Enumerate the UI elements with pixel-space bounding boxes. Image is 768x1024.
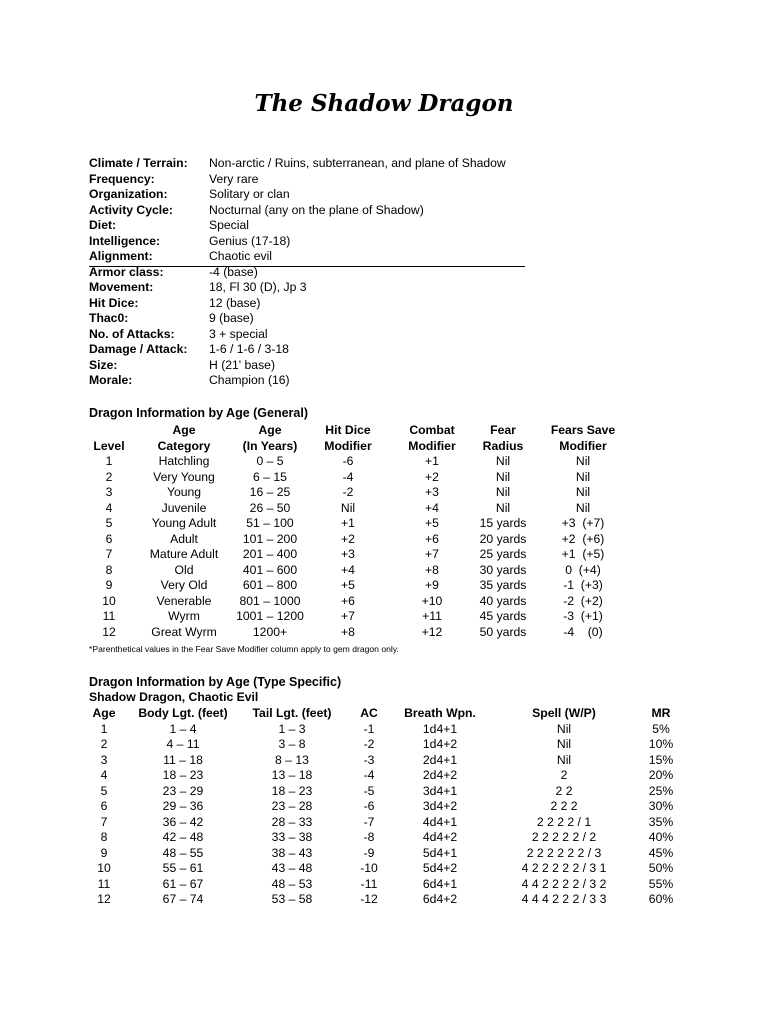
table-cell: Juvenile bbox=[161, 500, 207, 515]
table-cell: +7 bbox=[341, 609, 355, 623]
table-cell: 2d4+1 bbox=[422, 752, 458, 767]
table-cell: Nil bbox=[556, 737, 572, 751]
table-cell: 4d4+2 bbox=[422, 830, 458, 844]
table-cell: 4 bbox=[100, 768, 108, 782]
stat-value: 18, Fl 30 (D), Jp 3 bbox=[209, 280, 307, 294]
column-header: Age bbox=[258, 423, 282, 437]
table-cell: +5 bbox=[425, 516, 439, 530]
table-cell: 1d4+1 bbox=[422, 721, 458, 736]
table-cell: +3 bbox=[341, 547, 355, 561]
table-cell: 25 yards bbox=[479, 547, 527, 561]
table-cell: Young bbox=[166, 485, 202, 499]
stat-value: Nocturnal (any on the plane of Shadow) bbox=[209, 202, 424, 217]
stat-value: H (21' base) bbox=[209, 357, 276, 372]
table-row bbox=[0, 799, 768, 815]
table-cell: 26 – 50 bbox=[249, 500, 291, 515]
table-cell: 2 bbox=[560, 768, 568, 782]
column-header: Breath Wpn. bbox=[404, 706, 476, 720]
stat-label: Climate / Terrain: bbox=[89, 156, 188, 170]
table-row bbox=[0, 830, 768, 846]
stat-label: Frequency: bbox=[89, 171, 155, 186]
stat-label: Alignment: bbox=[89, 249, 153, 263]
table-cell: +10 bbox=[421, 593, 443, 608]
table-cell: 38 – 43 bbox=[271, 845, 313, 860]
table-cell: 2 bbox=[105, 469, 113, 484]
stat-label: Activity Cycle: bbox=[89, 202, 173, 217]
table-header-row bbox=[0, 439, 768, 455]
table-cell: Wyrm bbox=[168, 609, 200, 623]
table-cell: +3 (+7) bbox=[561, 516, 605, 530]
table-cell: 3d4+2 bbox=[422, 799, 458, 813]
table-row bbox=[0, 516, 768, 532]
table-cell: 4 2 2 2 2 2 / 3 1 bbox=[521, 861, 607, 875]
stat-row bbox=[89, 342, 525, 358]
table-cell: 11 bbox=[97, 876, 111, 891]
column-header: Combat bbox=[409, 423, 455, 437]
table-cell: +1 bbox=[341, 516, 355, 530]
table-cell: 16 – 25 bbox=[249, 485, 291, 499]
stat-value: 3 + special bbox=[209, 326, 268, 341]
table-row bbox=[0, 625, 768, 641]
table-cell: +5 bbox=[341, 578, 355, 592]
table-row bbox=[0, 877, 768, 893]
table-row bbox=[0, 737, 768, 753]
stat-value: Very rare bbox=[209, 171, 259, 186]
table-cell: 30 yards bbox=[479, 562, 527, 577]
table-cell: -3 bbox=[363, 752, 375, 767]
table-cell: 4 4 4 2 2 2 / 3 3 bbox=[521, 892, 607, 906]
table-cell: +6 bbox=[341, 593, 355, 608]
table-cell: -4 bbox=[342, 469, 354, 484]
stat-row bbox=[89, 327, 525, 343]
stat-label: Damage / Attack: bbox=[89, 342, 188, 356]
stat-label: Diet: bbox=[89, 218, 117, 232]
table-cell: 3 bbox=[100, 752, 108, 767]
table-cell: 1200+ bbox=[252, 624, 288, 639]
table-cell: Nil bbox=[575, 485, 591, 499]
table-row bbox=[0, 753, 768, 769]
stat-row bbox=[89, 187, 525, 203]
column-header: Modifier bbox=[559, 438, 607, 453]
table-cell: -1 (+3) bbox=[563, 578, 603, 592]
table-cell: 8 – 13 bbox=[275, 752, 309, 767]
table-cell: 8 bbox=[105, 562, 113, 577]
table-cell: 15 yards bbox=[479, 516, 527, 530]
table-cell: 33 – 38 bbox=[271, 830, 313, 844]
specific-age-table bbox=[0, 706, 768, 908]
stat-row bbox=[89, 358, 525, 374]
table-cell: 2 2 2 2 2 2 / 3 bbox=[526, 845, 602, 860]
table-cell: -6 bbox=[342, 454, 354, 468]
table-cell: 1 bbox=[100, 721, 108, 736]
table-cell: -1 bbox=[363, 721, 375, 736]
table-cell: Nil bbox=[495, 485, 511, 499]
table-cell: 7 bbox=[100, 814, 108, 829]
table-cell: 201 – 400 bbox=[242, 547, 298, 561]
table-cell: Adult bbox=[170, 531, 198, 546]
stat-value: 9 (base) bbox=[209, 311, 254, 325]
table-cell: +2 (+6) bbox=[561, 531, 605, 546]
table-cell: 51 – 100 bbox=[246, 516, 294, 530]
table-row bbox=[0, 892, 768, 908]
table-cell: -2 (+2) bbox=[563, 593, 603, 608]
stat-label: Thac0: bbox=[89, 311, 129, 325]
column-header: Body Lgt. (feet) bbox=[138, 706, 228, 720]
table-cell: -7 bbox=[363, 814, 375, 829]
table-cell: +8 bbox=[425, 562, 439, 577]
table-cell: 18 – 23 bbox=[162, 768, 204, 782]
table-cell: 40 yards bbox=[479, 593, 527, 608]
table-cell: +12 bbox=[421, 624, 443, 639]
table-cell: 50 yards bbox=[479, 624, 527, 639]
column-header: Level bbox=[93, 438, 125, 453]
table-header-row bbox=[0, 423, 768, 439]
table-cell: Nil bbox=[495, 500, 511, 515]
table-cell: +4 bbox=[341, 562, 355, 577]
table-cell: 2 2 2 2 / 1 bbox=[536, 814, 592, 829]
table-cell: 5d4+1 bbox=[422, 845, 458, 860]
column-header: Age bbox=[172, 423, 196, 437]
table-cell: 36 – 42 bbox=[162, 814, 204, 829]
stat-label: Organization: bbox=[89, 187, 168, 201]
stat-row bbox=[89, 373, 525, 389]
table-cell: 10 bbox=[102, 593, 116, 608]
table-cell: 3 bbox=[105, 485, 113, 499]
table-cell: 5d4+2 bbox=[422, 861, 458, 875]
stat-divider bbox=[89, 266, 525, 267]
table-cell: Nil bbox=[575, 454, 591, 468]
table-cell: 15% bbox=[648, 752, 674, 767]
stat-value: 12 (base) bbox=[209, 295, 261, 310]
table-cell: -5 bbox=[363, 783, 375, 798]
table-cell: +9 bbox=[425, 578, 439, 592]
table-cell: Great Wyrm bbox=[151, 624, 217, 639]
stat-label: Intelligence: bbox=[89, 233, 161, 248]
stat-row bbox=[89, 280, 525, 296]
table-cell: +1 bbox=[425, 454, 439, 468]
table-cell: -2 bbox=[363, 737, 375, 751]
stat-row bbox=[89, 156, 525, 172]
table-cell: 55% bbox=[648, 876, 674, 891]
table-cell: +3 bbox=[425, 485, 439, 499]
table-cell: 1d4+2 bbox=[422, 737, 458, 751]
table-cell: -12 bbox=[360, 892, 378, 906]
stat-row bbox=[89, 203, 525, 219]
table-cell: +7 bbox=[425, 547, 439, 561]
stat-row bbox=[89, 296, 525, 312]
table-cell: 601 – 800 bbox=[242, 578, 298, 592]
table-cell: 0 (+4) bbox=[565, 562, 601, 577]
column-header: (In Years) bbox=[242, 438, 298, 453]
table-cell: Hatchling bbox=[158, 454, 210, 468]
column-header: Modifier bbox=[324, 438, 372, 453]
stat-label: Armor class: bbox=[89, 264, 164, 279]
table-cell: 1 – 3 bbox=[278, 721, 306, 736]
table-cell: 20 yards bbox=[479, 531, 527, 546]
table-cell: Nil bbox=[495, 454, 511, 468]
table-cell: 23 – 28 bbox=[271, 799, 313, 813]
table-cell: 4 bbox=[105, 500, 113, 515]
table-cell: +4 bbox=[425, 500, 439, 515]
table-cell: 8 bbox=[100, 830, 108, 844]
table-cell: 13 – 18 bbox=[271, 768, 313, 782]
column-header: MR bbox=[651, 706, 671, 720]
table-row bbox=[0, 485, 768, 501]
column-header: Radius bbox=[482, 438, 524, 453]
table-cell: +2 bbox=[425, 469, 439, 484]
table-cell: 6 bbox=[100, 799, 108, 813]
table-row bbox=[0, 861, 768, 877]
table-cell: 48 – 55 bbox=[162, 845, 204, 860]
table-cell: 3d4+1 bbox=[422, 783, 458, 798]
stat-value: Champion (16) bbox=[209, 373, 290, 387]
column-header: Fears Save bbox=[550, 423, 616, 437]
table-cell: 11 – 18 bbox=[163, 752, 203, 767]
table-cell: 10% bbox=[648, 737, 674, 751]
table-cell: 101 – 200 bbox=[242, 531, 298, 546]
table-cell: 67 – 74 bbox=[162, 892, 204, 906]
table-cell: +2 bbox=[341, 531, 355, 546]
table-cell: Young Adult bbox=[151, 516, 217, 530]
column-header: Modifier bbox=[408, 438, 456, 453]
table-cell: Nil bbox=[575, 500, 591, 515]
table-cell: 4 – 11 bbox=[166, 737, 200, 751]
table-cell: 60% bbox=[648, 892, 674, 906]
table-cell: 48 – 53 bbox=[271, 876, 313, 891]
stat-row bbox=[89, 234, 525, 250]
stat-value: 1-6 / 1-6 / 3-18 bbox=[209, 342, 289, 356]
table-cell: Old bbox=[174, 562, 194, 577]
table-cell: 35% bbox=[648, 814, 674, 829]
table-cell: 35 yards bbox=[479, 578, 527, 592]
table-cell: Nil bbox=[340, 500, 356, 515]
table-cell: 53 – 58 bbox=[271, 892, 313, 906]
stat-label: Morale: bbox=[89, 373, 133, 387]
table-row bbox=[0, 578, 768, 594]
table-cell: -4 bbox=[363, 768, 375, 782]
table-cell: 401 – 600 bbox=[242, 562, 298, 577]
table-row bbox=[0, 470, 768, 486]
table-cell: 2 2 2 bbox=[550, 799, 578, 813]
table-header-row bbox=[0, 706, 768, 722]
general-table-title: Dragon Information by Age (General) bbox=[89, 406, 309, 420]
table-cell: Mature Adult bbox=[149, 547, 219, 561]
column-header: Category bbox=[157, 438, 211, 453]
table-cell: 29 – 36 bbox=[162, 799, 204, 813]
table-cell: 11 bbox=[102, 609, 116, 623]
table-row bbox=[0, 768, 768, 784]
page-title: The Shadow Dragon bbox=[254, 90, 514, 117]
table-cell: Nil bbox=[556, 721, 572, 736]
column-header: AC bbox=[360, 706, 378, 720]
table-cell: 4d4+1 bbox=[422, 814, 458, 829]
stat-value: Chaotic evil bbox=[209, 249, 272, 263]
footnote: *Parenthetical values in the Fear Save Modifier column apply to gem dragon only. bbox=[89, 644, 399, 654]
table-row bbox=[0, 594, 768, 610]
column-header: Tail Lgt. (feet) bbox=[252, 706, 332, 720]
table-cell: 61 – 67 bbox=[162, 876, 204, 891]
column-header: Age bbox=[92, 706, 116, 720]
table-row bbox=[0, 532, 768, 548]
stat-label: Size: bbox=[89, 357, 118, 372]
table-cell: 20% bbox=[648, 768, 674, 782]
table-cell: 1 – 4 bbox=[169, 721, 197, 736]
table-cell: 12 bbox=[102, 624, 116, 639]
table-cell: 6 – 15 bbox=[253, 469, 287, 484]
stat-label: Hit Dice: bbox=[89, 295, 139, 310]
stat-value: Non-arctic / Ruins, subterranean, and plane of Shadow bbox=[209, 156, 506, 170]
table-cell: 45% bbox=[648, 845, 674, 860]
table-cell: -8 bbox=[363, 830, 375, 844]
table-row bbox=[0, 454, 768, 470]
table-cell: 30% bbox=[648, 799, 674, 813]
table-cell: 2 2 2 2 2 / 2 bbox=[531, 830, 597, 844]
table-cell: 9 bbox=[100, 845, 108, 860]
stat-row bbox=[89, 311, 525, 327]
table-cell: 5% bbox=[652, 721, 670, 736]
column-header: Fear bbox=[490, 423, 516, 437]
table-cell: 2 2 bbox=[555, 783, 573, 798]
table-cell: 7 bbox=[105, 547, 113, 561]
table-cell: +8 bbox=[341, 624, 355, 639]
stat-value: Special bbox=[209, 218, 249, 232]
table-cell: -2 bbox=[342, 485, 354, 499]
table-cell: -11 bbox=[360, 876, 378, 891]
table-cell: Nil bbox=[495, 469, 511, 484]
table-row bbox=[0, 784, 768, 800]
general-age-table bbox=[0, 423, 768, 640]
table-cell: +1 (+5) bbox=[561, 547, 605, 561]
table-row bbox=[0, 609, 768, 625]
table-cell: 55 – 61 bbox=[162, 861, 204, 875]
table-cell: +11 bbox=[422, 609, 442, 623]
table-cell: 6 bbox=[105, 531, 113, 546]
table-cell: 3 – 8 bbox=[278, 737, 306, 751]
table-cell: 6d4+2 bbox=[422, 892, 458, 906]
table-cell: -6 bbox=[363, 799, 375, 813]
table-cell: 801 – 1000 bbox=[239, 593, 301, 608]
table-cell: 5 bbox=[100, 783, 108, 798]
table-cell: 43 – 48 bbox=[271, 861, 313, 875]
stat-label: No. of Attacks: bbox=[89, 326, 175, 341]
table-cell: -9 bbox=[363, 845, 375, 860]
table-cell: 5 bbox=[105, 516, 113, 530]
table-cell: Venerable bbox=[156, 593, 212, 608]
table-cell: 0 – 5 bbox=[256, 454, 284, 468]
table-cell: 45 yards bbox=[479, 609, 527, 623]
stat-value: Genius (17-18) bbox=[209, 233, 291, 248]
table-cell: Nil bbox=[556, 752, 572, 767]
stat-row bbox=[89, 172, 525, 188]
table-cell: -3 (+1) bbox=[563, 609, 603, 623]
table-row bbox=[0, 501, 768, 517]
table-cell: Nil bbox=[575, 469, 591, 484]
table-cell: -10 bbox=[360, 861, 378, 875]
table-row bbox=[0, 846, 768, 862]
table-cell: -4 (0) bbox=[563, 624, 603, 639]
table-cell: 40% bbox=[648, 830, 674, 844]
table-row bbox=[0, 547, 768, 563]
column-header: Hit Dice bbox=[325, 423, 371, 437]
table-row bbox=[0, 722, 768, 738]
table-cell: 2 bbox=[100, 737, 108, 751]
table-cell: 42 – 48 bbox=[162, 830, 204, 844]
table-cell: 2d4+2 bbox=[422, 768, 458, 782]
stat-label: Movement: bbox=[89, 280, 154, 294]
table-cell: 25% bbox=[648, 783, 674, 798]
specific-table-subtitle: Shadow Dragon, Chaotic Evil bbox=[89, 690, 259, 704]
table-cell: +6 bbox=[425, 531, 439, 546]
table-cell: 6d4+1 bbox=[422, 876, 458, 891]
table-cell: 12 bbox=[97, 892, 111, 906]
stat-row bbox=[89, 249, 525, 265]
table-cell: 4 4 2 2 2 2 / 3 2 bbox=[521, 876, 607, 891]
stat-block bbox=[89, 156, 525, 389]
table-cell: 23 – 29 bbox=[162, 783, 204, 798]
table-cell: 28 – 33 bbox=[271, 814, 313, 829]
stat-value: -4 (base) bbox=[209, 264, 258, 279]
table-cell: 10 bbox=[97, 861, 111, 875]
table-cell: 1 bbox=[105, 454, 113, 468]
table-cell: 1001 – 1200 bbox=[236, 609, 304, 623]
table-cell: 9 bbox=[105, 578, 113, 592]
table-cell: Very Young bbox=[153, 469, 215, 484]
table-cell: 18 – 23 bbox=[271, 783, 313, 798]
table-cell: 50% bbox=[648, 861, 674, 875]
table-row bbox=[0, 563, 768, 579]
column-header: Spell (W/P) bbox=[532, 706, 596, 720]
stat-row bbox=[89, 218, 525, 234]
table-row bbox=[0, 815, 768, 831]
specific-table-title: Dragon Information by Age (Type Specific) bbox=[89, 675, 342, 689]
stat-value: Solitary or clan bbox=[209, 187, 290, 201]
table-cell: Very Old bbox=[160, 578, 208, 592]
